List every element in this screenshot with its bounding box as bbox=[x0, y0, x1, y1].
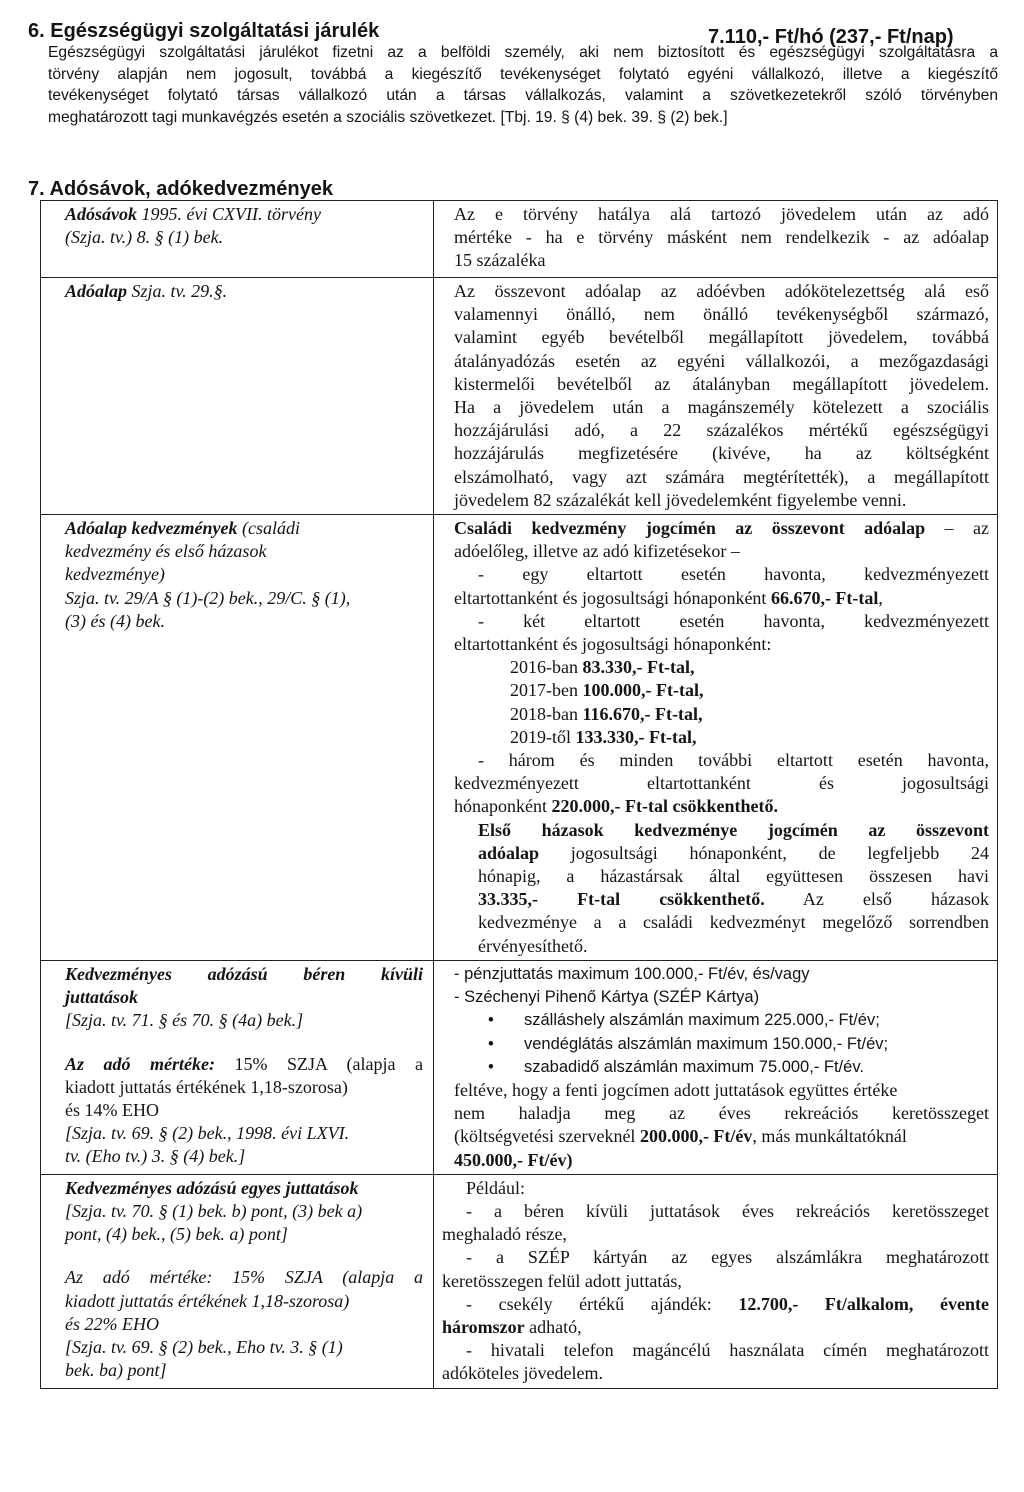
list-item: • szabadidő alszámlán maximum 75.000,- Ft/év. bbox=[488, 1056, 989, 1079]
row-label-text: Az adó mértéke: 15% SZJA (alapja a bbox=[65, 1267, 423, 1288]
row-label-text: és 22% EHO bbox=[65, 1313, 159, 1334]
family-allowance-heading: Családi kedvezmény jogcímén az összevont adóalap bbox=[454, 518, 926, 539]
row-label-text: [Szja. tv. 69. § (2) bek., Eho tv. 3. § (1) bbox=[65, 1336, 343, 1357]
amount-bold: 133.330,- Ft-tal, bbox=[575, 726, 697, 747]
content-line: - pénzjuttatás maximum 100.000,- Ft/év, és/vagy bbox=[454, 964, 810, 983]
table-row bbox=[41, 960, 998, 1174]
row-label-text: kiadott juttatás értékének 1,18-szorosa) bbox=[65, 1076, 348, 1097]
row-label-bold: Kedvezményes adózású egyes juttatások bbox=[65, 1177, 359, 1198]
amount-bold: 33.335,- Ft-tal csökkenthető. bbox=[478, 889, 765, 910]
section-6-amount: 7.110,- Ft/hó (237,- Ft/nap) bbox=[708, 26, 954, 48]
content-text: , bbox=[878, 587, 883, 608]
rate-label: Az adó mértéke: bbox=[65, 1053, 215, 1074]
amount-bold: 66.670,- Ft-tal bbox=[770, 587, 879, 608]
row-label-bold: juttatások bbox=[65, 987, 139, 1008]
table-row bbox=[41, 201, 998, 278]
content-text: adható, bbox=[524, 1316, 582, 1337]
content-line: meghaladó része, bbox=[442, 1224, 567, 1245]
row-label-text: (3) és (4) bek. bbox=[65, 610, 165, 631]
row-label-text: [Szja. tv. 70. § (1) bek. b) pont, (3) bek a) bbox=[65, 1200, 363, 1221]
content-line: jövedelem 82 százalékát kell jövedelemként figyelembe venni. bbox=[454, 489, 907, 510]
content-bold: háromszor bbox=[442, 1316, 525, 1337]
row-label-text: bek. ba) pont] bbox=[65, 1360, 167, 1381]
amount-bold: 200.000,- Ft/év bbox=[639, 1126, 753, 1147]
content-line: kedvezménye a a családi kedvezményt megelőző sorrendben bbox=[478, 912, 989, 933]
content-line: - a béren kívüli juttatások éves rekreációs keretösszeget bbox=[466, 1200, 989, 1221]
content-line: adóköteles jövedelem. bbox=[442, 1363, 603, 1384]
row-label-text: pont, (4) bek., (5) bek. a) pont] bbox=[65, 1224, 288, 1245]
content-line: - Széchenyi Pihenő Kártya (SZÉP Kártya) bbox=[454, 988, 760, 1007]
list-item: • szálláshely alszámlán maximum 225.000,- Ft/év; bbox=[488, 1009, 989, 1032]
content-line: 15 százaléka bbox=[454, 250, 546, 271]
content-line: hozzájárulási adó, a 22 százalékos mértékű egészségügyi bbox=[454, 420, 989, 441]
content-line: - két eltartott esetén havonta, kedvezményezett bbox=[478, 610, 989, 631]
row-label-bold: Adóalap bbox=[65, 281, 128, 301]
amount-bold: 83.330,- Ft-tal, bbox=[582, 657, 695, 678]
content-text: , más munkáltatóknál bbox=[752, 1126, 907, 1147]
row-label-text: 15% SZJA (alapja a bbox=[215, 1053, 423, 1074]
content-line: hozzájárulás megfizetésére (kivéve, ha az költségként bbox=[454, 443, 989, 464]
row-label-text: [Szja. tv. 71. § és 70. § (4a) bek.] bbox=[65, 1010, 304, 1031]
content-line: - három és minden további eltartott esetén havonta, bbox=[478, 750, 989, 771]
content-line: érvényesíthető. bbox=[478, 935, 588, 956]
content-line: elszámolható, vagy azt számára megtérítették), a megállapított bbox=[454, 466, 989, 487]
row-label-cell bbox=[41, 515, 434, 961]
row-label-cell bbox=[41, 201, 434, 278]
year-label: 2016-ban bbox=[510, 657, 583, 678]
paragraph-line: törvény alapján nem jogosult, továbbá a kiegészítő tevékenységet folytató egyéni vállalkozó, illetve a kiegészítő bbox=[48, 65, 998, 83]
content-text: (költségvetési szerveknél bbox=[454, 1126, 640, 1147]
row-label-bold: Kedvezményes adózású béren kívüli bbox=[65, 963, 423, 984]
amount-bold: 116.670,- Ft-tal, bbox=[582, 703, 703, 724]
content-text: - csekély értékű ajándék: bbox=[466, 1293, 739, 1314]
row-label-text: és 14% EHO bbox=[65, 1099, 159, 1120]
amount-bold: 12.700,- Ft/alkalom, évente bbox=[738, 1293, 989, 1314]
content-bold: adóalap bbox=[478, 842, 540, 863]
row-content-cell bbox=[434, 515, 998, 961]
row-label-text: (Szja. tv.) 8. § (1) bek. bbox=[65, 227, 224, 248]
row-content-cell bbox=[434, 201, 998, 278]
row-label-text: (családi bbox=[237, 518, 300, 539]
row-label-text: 1995. évi CXVII. törvény bbox=[137, 204, 321, 224]
content-line: feltéve, hogy a fenti jogcímen adott juttatások együttes értéke bbox=[454, 1079, 898, 1100]
content-line: keretösszegen felül adott juttatás, bbox=[442, 1270, 682, 1291]
paragraph-line: meghatározott tagi munkavégzés esetén a szociális szövetkezet. [Tbj. 19. § (4) bek. 39. § (2) bek.] bbox=[48, 108, 728, 126]
content-line: Ha a jövedelem után a magánszemély kötelezett a szociális bbox=[454, 397, 989, 418]
row-label-cell bbox=[41, 278, 434, 515]
row-label-cell bbox=[41, 960, 434, 1174]
table-row bbox=[41, 1174, 998, 1388]
table-row bbox=[41, 278, 998, 515]
table-row bbox=[41, 515, 998, 961]
row-label-text: kedvezmény és első házasok bbox=[65, 541, 267, 562]
content-line: kistermelői bevételből az átalányban megállapított jövedelem. bbox=[454, 373, 989, 394]
row-content-cell bbox=[434, 1174, 998, 1388]
paragraph-line: tevékenységet folytató társas vállalkozó után a társas vállalkozás, valamint a szövetkezetekről szóló törvényben bbox=[48, 87, 998, 104]
paragraph-line: Egészségügyi szolgáltatási járulékot fizetni az a belföldi személy, aki nem biztosított és egészségügyi szolgáltatásra a bbox=[48, 44, 998, 61]
content-line: Például: bbox=[466, 1177, 525, 1198]
content-line: adóelőleg, illetve az adó kifizetésekor – bbox=[454, 541, 740, 562]
content-line: hónapig, a házastársak által együttesen összesen havi bbox=[478, 866, 989, 887]
section-6-paragraph bbox=[48, 42, 998, 128]
content-line: valamennyi önálló, nem önálló tevékenységből származó, bbox=[454, 304, 989, 325]
szep-card-list bbox=[454, 1009, 989, 1079]
content-line: - a SZÉP kártyán az egyes alszámlákra meghatározott bbox=[466, 1247, 989, 1268]
content-text: hónaponként bbox=[454, 796, 552, 817]
content-text: – az bbox=[925, 518, 990, 539]
row-content-cell bbox=[434, 278, 998, 515]
content-line: eltartottanként és jogosultsági hónaponként: bbox=[454, 634, 772, 655]
content-line: valamint egyéb bevételből megállapított jövedelem, továbbá bbox=[454, 327, 989, 348]
row-label-text: kedvezménye) bbox=[65, 564, 165, 585]
row-label-text: Szja. tv. 29.§. bbox=[127, 281, 228, 301]
amount-bold: 100.000,- Ft-tal, bbox=[582, 680, 704, 701]
row-label-bold: Adósávok bbox=[65, 204, 137, 224]
list-item: • vendéglátás alszámlán maximum 150.000,- Ft/év; bbox=[488, 1033, 989, 1056]
content-line: Az összevont adóalap az adóévben adókötelezettség alá eső bbox=[454, 281, 989, 301]
row-label-cell bbox=[41, 1174, 434, 1388]
content-line: kedvezményezett eltartottanként és jogosultsági bbox=[454, 773, 989, 794]
section-7-title: 7. Adósávok, adókedvezmények bbox=[28, 178, 333, 200]
first-marriage-heading: Első házasok kedvezménye jogcímén az összevont bbox=[478, 819, 989, 840]
row-label-text: Szja. tv. 29/A § (1)-(2) bek., 29/C. § (1), bbox=[65, 587, 351, 608]
content-text: jogosultsági hónaponként, de legfeljebb 24 bbox=[539, 842, 989, 863]
content-line: nem haladja meg az éves rekreációs keretösszeget bbox=[454, 1103, 989, 1124]
content-line: - egy eltartott esetén havonta, kedvezményezett bbox=[478, 564, 989, 585]
amount-bold: 220.000,- Ft-tal csökkenthető. bbox=[551, 796, 778, 817]
row-label-text: tv. (Eho tv.) 3. § (4) bek.] bbox=[65, 1146, 246, 1167]
content-line: mértéke - ha e törvény másként nem rendelkezik - az adóalap bbox=[454, 227, 989, 248]
year-label: 2018-ban bbox=[510, 703, 583, 724]
content-line: átalányadózás esetén az egyéni vállalkozói, a mezőgazdasági bbox=[454, 350, 989, 371]
section-6-title: 6. Egészségügyi szolgáltatási járulék bbox=[28, 20, 380, 42]
year-label: 2019-től bbox=[510, 726, 576, 747]
content-text: eltartottanként és jogosultsági hónaponként bbox=[454, 587, 771, 608]
row-content-cell bbox=[434, 960, 998, 1174]
amount-bold: 450.000,- Ft/év) bbox=[454, 1149, 573, 1170]
tax-table bbox=[40, 200, 998, 1389]
content-line: - hivatali telefon magáncélú használata címén meghatározott bbox=[466, 1340, 989, 1361]
content-text: Az első házasok bbox=[764, 889, 989, 910]
year-label: 2017-ben bbox=[510, 680, 583, 701]
row-label-text: [Szja. tv. 69. § (2) bek., 1998. évi LXVI. bbox=[65, 1123, 350, 1144]
content-line: Az e törvény hatálya alá tartozó jövedelem után az adó bbox=[454, 204, 989, 224]
row-label-bold: Adóalap kedvezmények bbox=[65, 518, 238, 539]
row-label-text: kiadott juttatás értékének 1,18-szorosa) bbox=[65, 1290, 350, 1311]
